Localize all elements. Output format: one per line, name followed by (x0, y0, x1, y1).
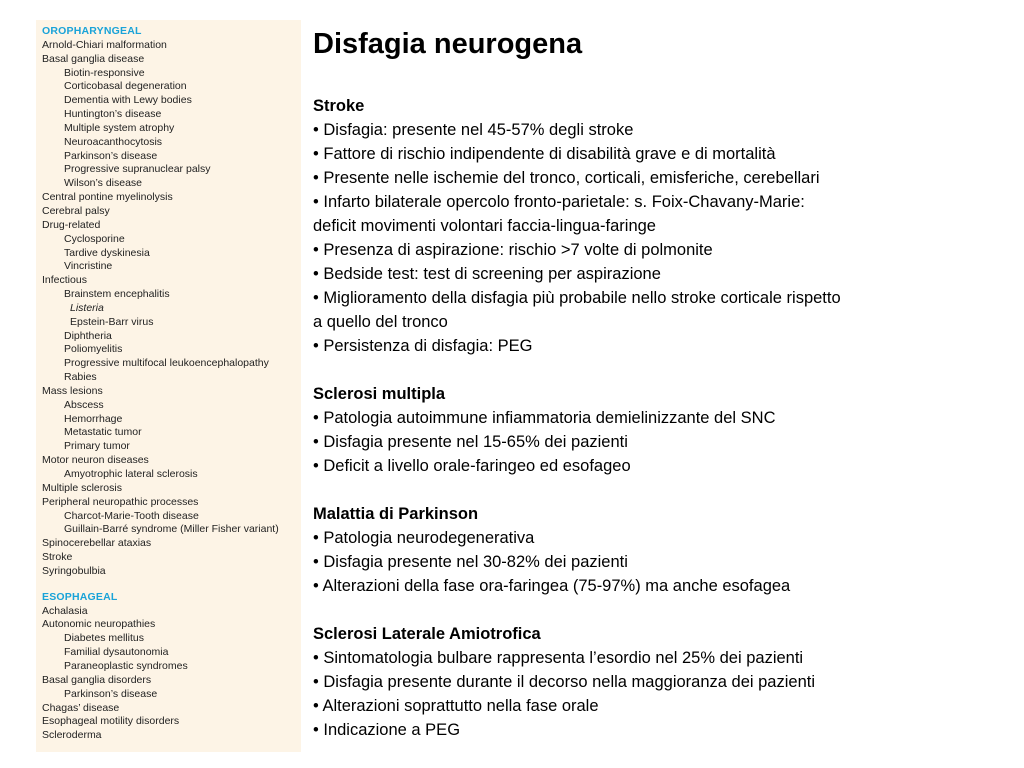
section-heading: ESOPHAGEAL (42, 590, 118, 603)
list-item: Primary tumor (64, 440, 130, 453)
list-item: Infectious (42, 274, 87, 287)
bullet-line: • Infarto bilaterale opercolo fronto-parietale: s. Foix-Chavany-Marie: (313, 193, 805, 211)
list-item: Progressive supranuclear palsy (64, 163, 211, 176)
bullet-line: • Disfagia presente durante il decorso nella maggioranza dei pazienti (313, 673, 815, 691)
bullet-line: • Patologia autoimmune infiammatoria demielinizzante del SNC (313, 409, 776, 427)
list-item: Familial dysautonomia (64, 646, 169, 659)
list-item: Paraneoplastic syndromes (64, 659, 188, 672)
list-item: Poliomyelitis (64, 343, 123, 356)
bullet-line: • Sintomatologia bulbare rappresenta l’esordio nel 25% dei pazienti (313, 649, 804, 667)
bullet-line: • Bedside test: test di screening per aspirazione (313, 265, 661, 283)
bullet-line: • Alterazioni della fase ora-faringea (75-97%) ma anche esofagea (313, 577, 791, 595)
list-item: Diabetes mellitus (64, 632, 144, 645)
bullet-line: • Miglioramento della disfagia più probabile nello stroke corticale rispetto (313, 289, 841, 307)
list-item: Drug-related (42, 218, 101, 231)
list-item: Hemorrhage (64, 412, 123, 425)
list-item: Autonomic neuropathies (42, 618, 156, 631)
bullet-line: • Disfagia: presente nel 45-57% degli stroke (313, 121, 634, 139)
list-item: Biotin-responsive (64, 66, 145, 79)
list-item: Rabies (64, 371, 97, 384)
list-item: Arnold-Chiari malformation (42, 38, 167, 51)
list-item: Mass lesions (42, 384, 103, 397)
list-item: Esophageal motility disorders (42, 715, 180, 728)
bullet-line: • Patologia neurodegenerativa (313, 529, 535, 547)
disorders-list-panel (36, 20, 301, 752)
section-title: Sclerosi multipla (313, 385, 446, 403)
section-title: Sclerosi Laterale Amiotrofica (313, 625, 541, 643)
list-item: Diphtheria (64, 329, 112, 342)
list-item: Spinocerebellar ataxias (42, 537, 152, 550)
list-item: Corticobasal degeneration (64, 80, 187, 93)
bullet-line: • Presente nelle ischemie del tronco, corticali, emisferiche, cerebellari (313, 169, 820, 187)
main-content (313, 24, 1003, 742)
list-item: Parkinson’s disease (64, 687, 158, 700)
list-item: Multiple system atrophy (64, 121, 175, 134)
list-item: Parkinson’s disease (64, 149, 158, 162)
list-item: Brainstem encephalitis (64, 288, 170, 301)
list-item: Stroke (42, 551, 73, 564)
list-item: Abscess (64, 398, 104, 411)
list-item: Amyotrophic lateral sclerosis (64, 468, 198, 480)
list-item: Scleroderma (42, 729, 102, 742)
list-item: Neuroacanthocytosis (64, 135, 163, 148)
list-item: Wilson’s disease (64, 177, 143, 190)
section-title: Stroke (313, 97, 365, 115)
list-item: Cyclosporine (64, 232, 125, 245)
list-item: Cerebral palsy (42, 204, 110, 217)
list-item: Metastatic tumor (64, 426, 142, 439)
bullet-line: • Presenza di aspirazione: rischio >7 volte di polmonite (313, 241, 713, 259)
bullet-line: • Indicazione a PEG (313, 721, 461, 739)
list-item: Huntington’s disease (64, 108, 162, 121)
bullet-line: • Alterazioni soprattutto nella fase orale (313, 697, 599, 715)
bullet-line: a quello del tronco (313, 313, 448, 331)
bullet-line: deficit movimenti volontari faccia-lingua-faringe (313, 217, 656, 235)
bullet-line: • Disfagia presente nel 30-82% dei pazienti (313, 553, 628, 571)
bullet-line: • Fattore di rischio indipendente di disabilità grave e di mortalità (313, 145, 776, 163)
bullet-line: • Disfagia presente nel 15-65% dei pazienti (313, 433, 628, 451)
list-item: Chagas’ disease (42, 701, 120, 714)
list-item: Guillain-Barré syndrome (Miller Fisher variant) (64, 523, 279, 536)
section-heading: OROPHARYNGEAL (42, 25, 142, 37)
list-item: Syringobulbia (42, 564, 106, 577)
list-item: Tardive dyskinesia (64, 246, 150, 259)
list-item: Basal ganglia disorders (42, 673, 152, 686)
list-item: Vincristine (64, 260, 113, 273)
list-item: Motor neuron diseases (42, 454, 149, 467)
list-item: Achalasia (42, 604, 88, 617)
page-title: Disfagia neurogena (313, 28, 583, 60)
list-item: Epstein-Barr virus (70, 315, 154, 328)
list-item: Charcot-Marie-Tooth disease (64, 509, 199, 522)
list-item: Listeria (70, 301, 104, 314)
content-blocks (313, 94, 1003, 742)
list-item: Dementia with Lewy bodies (64, 94, 192, 107)
list-item: Multiple sclerosis (42, 481, 122, 494)
section-title: Malattia di Parkinson (313, 505, 479, 523)
list-item: Basal ganglia disease (42, 52, 145, 65)
list-item: Progressive multifocal leukoencephalopathy (64, 357, 269, 370)
bullet-line: • Persistenza di disfagia: PEG (313, 337, 533, 355)
list-item: Peripheral neuropathic processes (42, 495, 199, 508)
bullet-line: • Deficit a livello orale-faringeo ed esofageo (313, 457, 631, 475)
list-item: Central pontine myelinolysis (42, 191, 173, 204)
